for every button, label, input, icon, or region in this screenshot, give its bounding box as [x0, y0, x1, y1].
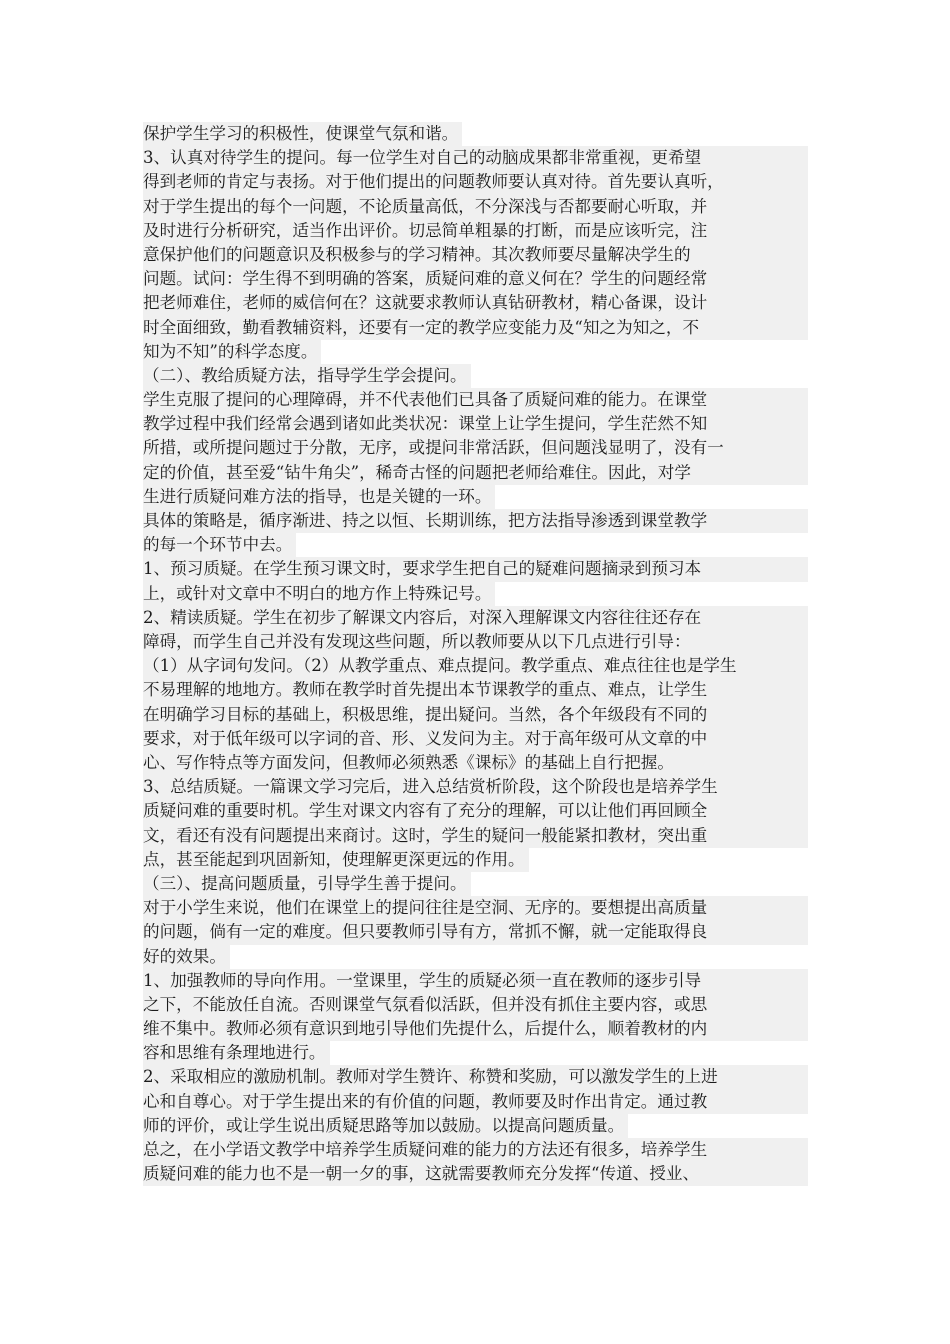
text-line: 要求，对于低年级可以字词的音、形、义发问为主。对于高年级可从文章的中	[143, 727, 808, 751]
text-line: 的问题，倘有一定的难度。但只要教师引导有方，常抓不懈，就一定能取得良	[143, 920, 808, 944]
text-line: 不易理解的地地方。教师在教学时首先提出本节课教学的重点、难点，让学生	[143, 678, 808, 702]
text-line: 的每一个环节中去。	[143, 533, 296, 557]
text-line: 时全面细致，勤看教辅资料，还要有一定的教学应变能力及“知之为知之，不	[143, 316, 808, 340]
text-line: 2、采取相应的激励机制。教师对学生赞许、称赞和奖励，可以激发学生的上进	[143, 1065, 808, 1089]
text-line: 2、精读质疑。学生在初步了解课文内容后，对深入理解课文内容往往还存在	[143, 606, 808, 630]
text-line: 对于小学生来说，他们在课堂上的提问往往是空洞、无序的。要想提出高质量	[143, 896, 808, 920]
text-line: 问题。试问：学生得不到明确的答案，质疑问难的意义何在？学生的问题经常	[143, 267, 808, 291]
text-line: 及时进行分析研究，适当作出评价。切忌简单粗暴的打断，而是应该听完，注	[143, 219, 808, 243]
text-line: 所措，或所提问题过于分散，无序，或提问非常活跃，但问题浅显明了，没有一	[143, 436, 808, 460]
text-line: 保护学生学习的积极性，使课堂气氛和谐。	[143, 122, 462, 146]
text-line: 3、认真对待学生的提问。每一位学生对自己的动脑成果都非常重视，更希望	[143, 146, 808, 170]
text-line: 之下，不能放任自流。否则课堂气氛看似活跃，但并没有抓住主要内容，或思	[143, 993, 808, 1017]
text-line: 上，或针对文章中不明白的地方作上特殊记号。	[143, 582, 495, 606]
text-line: 点，甚至能起到巩固新知，使理解更深更远的作用。	[143, 848, 529, 872]
text-line: （1）从字词句发问。（2）从教学重点、难点提问。教学重点、难点往往也是学生	[143, 654, 808, 678]
text-line: （二）、教给质疑方法，指导学生学会提问。	[143, 364, 471, 388]
text-line: 文，看还有没有问题提出来商讨。这时，学生的疑问一般能紧扣教材，突出重	[143, 824, 808, 848]
text-line: 定的价值，甚至爱“钻牛角尖”，稀奇古怪的问题把老师给难住。因此，对学	[143, 461, 808, 485]
text-line: 质疑问难的能力也不是一朝一夕的事，这就需要教师充分发挥“传道、授业、	[143, 1162, 808, 1186]
text-line: 师的评价，或让学生说出质疑思路等加以鼓励。以提高问题质量。	[143, 1114, 628, 1138]
text-line: 知为不知”的科学态度。	[143, 340, 321, 364]
text-line: 1、预习质疑。在学生预习课文时，要求学生把自己的疑难问题摘录到预习本	[143, 557, 808, 581]
text-line: 总之，在小学语文教学中培养学生质疑问难的能力的方法还有很多，培养学生	[143, 1138, 808, 1162]
text-line: 3、总结质疑。一篇课文学习完后，进入总结赏析阶段，这个阶段也是培养学生	[143, 775, 808, 799]
text-line: 把老师难住，老师的威信何在？这就要求教师认真钻研教材，精心备课，设计	[143, 291, 808, 315]
text-line: 生进行质疑问难方法的指导，也是关键的一环。	[143, 485, 495, 509]
text-line: 对于学生提出的每个一问题，不论质量高低，不分深浅与否都要耐心听取，并	[143, 195, 808, 219]
text-line: 容和思维有条理地进行。	[143, 1041, 330, 1065]
text-line: 心、写作特点等方面发问，但教师必须熟悉《课标》的基础上自行把握。	[143, 751, 808, 775]
text-line: 具体的策略是，循序渐进、持之以恒、长期训练，把方法指导渗透到课堂教学	[143, 509, 808, 533]
text-line: 心和自尊心。对于学生提出来的有价值的问题，教师要及时作出肯定。通过教	[143, 1090, 808, 1114]
document-page	[143, 122, 808, 1186]
text-line: 在明确学习目标的基础上，积极思维，提出疑问。当然，各个年级段有不同的	[143, 703, 808, 727]
text-line: 维不集中。教师必须有意识到地引导他们先提什么，后提什么，顺着教材的内	[143, 1017, 808, 1041]
text-line: 得到老师的肯定与表扬。对于他们提出的问题教师要认真对待。首先要认真听，	[143, 170, 808, 194]
text-line: 学生克服了提问的心理障碍，并不代表他们已具备了质疑问难的能力。在课堂	[143, 388, 808, 412]
text-line: 意保护他们的问题意识及积极参与的学习精神。其次教师要尽量解决学生的	[143, 243, 808, 267]
text-line: 障碍，而学生自己并没有发现这些问题，所以教师要从以下几点进行引导：	[143, 630, 808, 654]
text-line: 质疑问难的重要时机。学生对课文内容有了充分的理解，可以让他们再回顾全	[143, 799, 808, 823]
text-line: （三）、提高问题质量，引导学生善于提问。	[143, 872, 471, 896]
text-line: 教学过程中我们经常会遇到诸如此类状况：课堂上让学生提问，学生茫然不知	[143, 412, 808, 436]
text-line: 1、加强教师的导向作用。一堂课里，学生的质疑必须一直在教师的逐步引导	[143, 969, 808, 993]
text-line: 好的效果。	[143, 945, 230, 969]
